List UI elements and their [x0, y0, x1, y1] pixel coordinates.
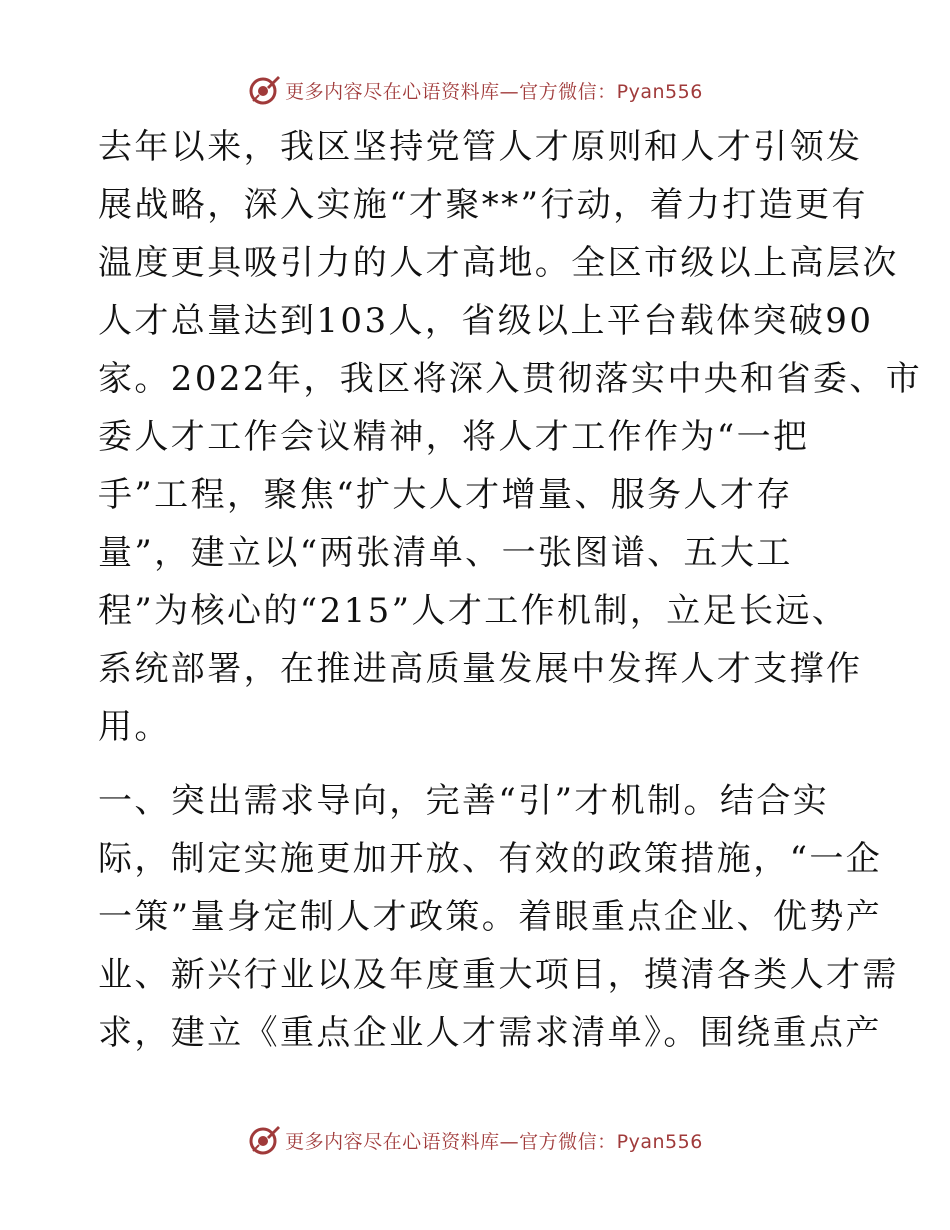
paragraph-section-one [98, 772, 899, 1062]
text-line: 求，建立《重点企业人才需求清单》。围绕重点产 [98, 1013, 882, 1053]
document-body [98, 118, 923, 1062]
text-line: 量”，建立以“两张清单、一张图谱、五大工 [98, 533, 793, 573]
text-line: 手”工程，聚焦“扩大人才增量、服务人才存 [98, 475, 793, 515]
text-line: 家。2022年，我区将深入贯彻落实中央和省委、市 [98, 359, 923, 399]
paragraph-gap [98, 756, 858, 772]
footer-banner [0, 1120, 950, 1160]
text-line: 程”为核心的“215”人才工作机制，立足长远、 [98, 591, 849, 631]
paragraph-intro [98, 118, 923, 756]
text-line: 系统部署，在推进高质量发展中发挥人才支撑作 [98, 649, 863, 689]
quill-pen-seal-icon [247, 73, 281, 107]
text-line: 业、新兴行业以及年度重大项目，摸清各类人才需 [98, 955, 899, 995]
quill-pen-seal-icon [247, 1123, 281, 1157]
footer-banner-text: 更多内容尽在心语资料库—官方微信：Pyan556 [285, 1130, 703, 1153]
text-line: 展战略，深入实施“才聚**”行动，着力打造更有 [98, 185, 868, 225]
text-line: 去年以来，我区坚持党管人才原则和人才引领发 [98, 127, 863, 167]
header-banner-text: 更多内容尽在心语资料库—官方微信：Pyan556 [285, 80, 703, 103]
text-line: 一策”量身定制人才政策。着眼重点企业、优势产 [98, 897, 883, 937]
text-line: 委人才工作会议精神，将人才工作作为“一把 [98, 417, 810, 457]
text-line: 际，制定实施更加开放、有效的政策措施，“一企 [98, 839, 883, 879]
text-line: 人才总量达到103人，省级以上平台载体突破90 [98, 301, 874, 341]
text-line: 用。 [98, 707, 171, 747]
text-line: 温度更具吸引力的人才高地。全区市级以上高层次 [98, 243, 899, 283]
header-banner [0, 70, 950, 110]
text-line: 一、突出需求导向，完善“引”才机制。结合实 [98, 781, 830, 821]
